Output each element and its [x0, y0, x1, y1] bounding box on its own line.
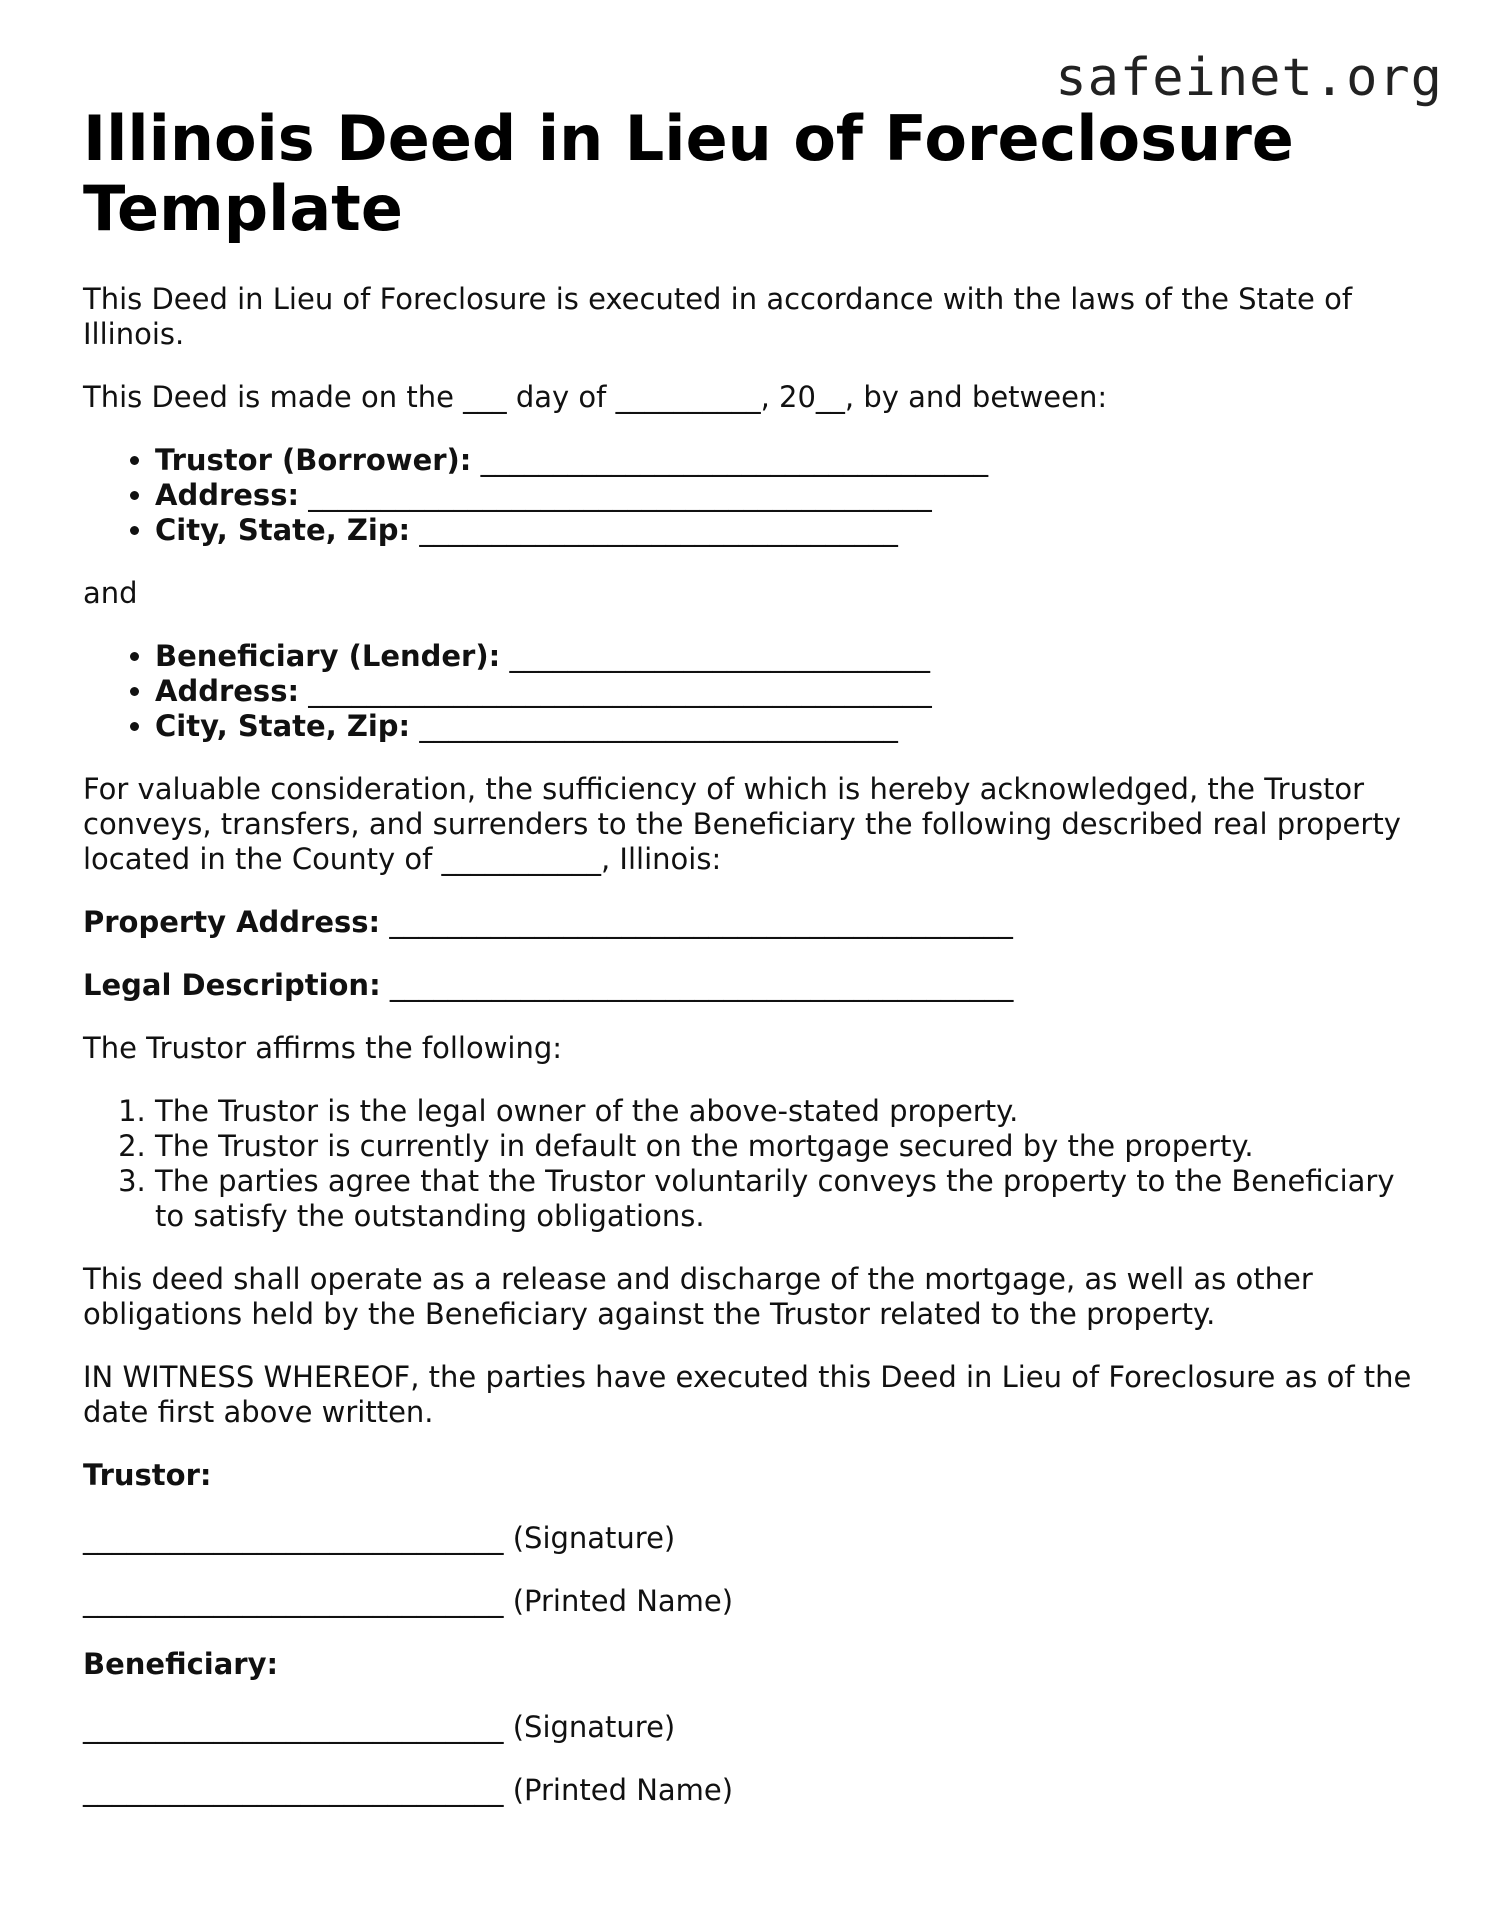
list-item: 3. The parties agree that the Trustor voluntarily conveys the property to the Beneficiary to satisfy the outstanding obligations. [155, 1164, 1423, 1234]
field-blank: ___________________________________________ [308, 478, 932, 512]
field-blank: _____________________________ [509, 639, 930, 673]
list-item [155, 639, 1423, 674]
field-label: Trustor (Borrower): [155, 443, 472, 477]
field-label: City, State, Zip: [155, 709, 411, 743]
and-text: and [83, 576, 138, 610]
field-label: City, State, Zip: [155, 513, 411, 547]
document-body [83, 104, 1423, 1836]
list-item [155, 513, 1423, 548]
legal-description-line [83, 968, 1423, 1003]
beneficiary-signature-heading: Beneficiary: [83, 1647, 279, 1681]
list-item [155, 443, 1423, 478]
watermark-text: safeinet.org [1055, 48, 1443, 108]
trustor-signature-heading: Trustor: [83, 1458, 212, 1492]
release-paragraph: This deed shall operate as a release and discharge of the mortgage, as well as other obligations held by the Beneficiary against the Trustor related to the property. [83, 1262, 1313, 1331]
field-label: Property Address: [83, 905, 381, 939]
field-label: Beneficiary (Lender): [155, 639, 501, 673]
page-title: Illinois Deed in Lieu of Foreclosure Template [83, 102, 1294, 245]
field-blank: _________________________________ [419, 709, 898, 743]
beneficiary-printed-name-line: _____________________________ (Printed Name) [83, 1773, 734, 1807]
trustor-printed-name-line: _____________________________ (Printed Name) [83, 1584, 734, 1618]
affirm-intro: The Trustor affirms the following: [83, 1031, 563, 1065]
field-blank: ___________________________________________ [308, 674, 932, 708]
list-item [155, 478, 1423, 513]
witness-paragraph: IN WITNESS WHEREOF, the parties have executed this Deed in Lieu of Foreclosure as of the date first above written. [83, 1360, 1412, 1429]
field-blank: _________________________________ [419, 513, 898, 547]
consideration-paragraph: For valuable consideration, the sufficiency of which is hereby acknowledged, the Trustor conveys, transfers, and surrenders to the Beneficiary the following described real property located in the County of ___________, Illinois: [83, 772, 1401, 876]
affirmations-list [83, 1094, 1423, 1234]
trustor-fields-list [83, 443, 1423, 548]
field-label: Legal Description: [83, 968, 381, 1002]
list-item: 2. The Trustor is currently in default on the mortgage secured by the property. [155, 1129, 1423, 1164]
date-line: This Deed is made on the ___ day of __________, 20__, by and between: [83, 380, 1108, 414]
field-blank: ___________________________________ [480, 443, 989, 477]
field-blank: ___________________________________________ [389, 905, 1013, 939]
field-label: Address: [155, 478, 300, 512]
intro-paragraph: This Deed in Lieu of Foreclosure is executed in accordance with the laws of the State of Illinois. [83, 282, 1353, 351]
list-item [155, 674, 1423, 709]
list-item [155, 709, 1423, 744]
list-item: 1. The Trustor is the legal owner of the above-stated property. [155, 1094, 1423, 1129]
field-blank: ___________________________________________ [389, 968, 1014, 1002]
beneficiary-signature-line: _____________________________ (Signature) [83, 1710, 676, 1744]
property-address-line [83, 905, 1423, 940]
beneficiary-fields-list [83, 639, 1423, 744]
trustor-signature-line: _____________________________ (Signature) [83, 1521, 676, 1555]
field-label: Address: [155, 674, 300, 708]
